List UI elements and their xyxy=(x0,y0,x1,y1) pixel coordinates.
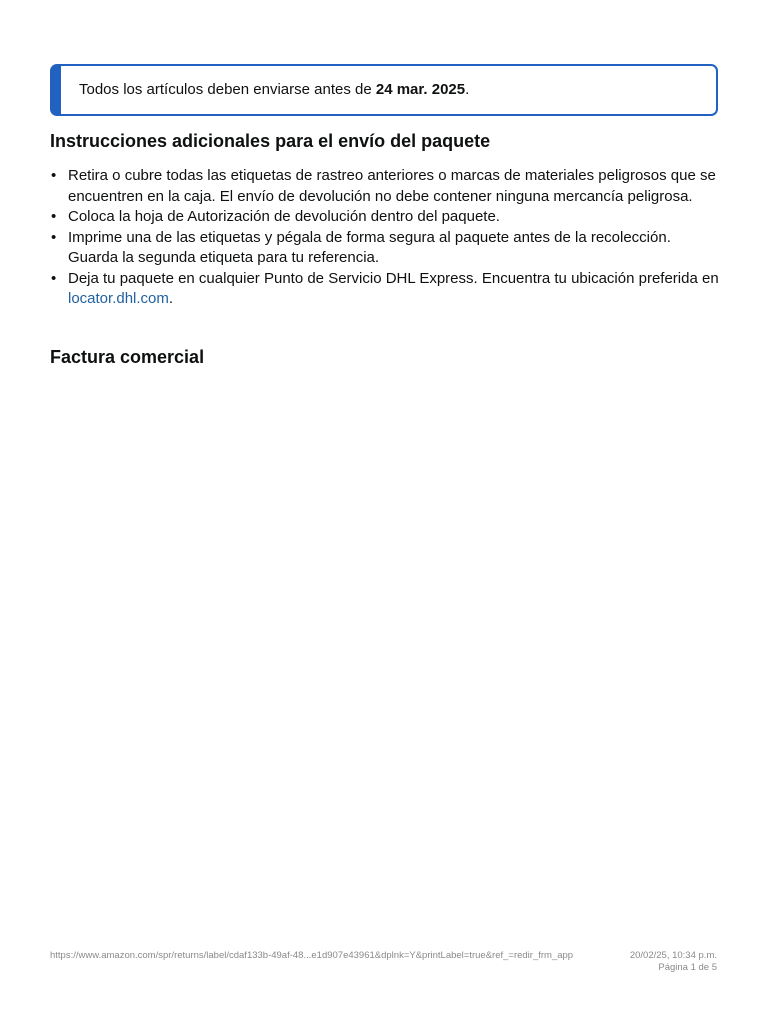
page-number: Página 1 de 5 xyxy=(658,962,717,973)
dhl-locator-link[interactable]: locator.dhl.com xyxy=(68,290,169,307)
bullet-icon: • xyxy=(51,269,57,287)
print-datetime: 20/02/25, 10:34 p.m. xyxy=(629,950,717,961)
footer-url: https://www.amazon.com/spr/returns/label/cdaf133b-49af-48...e1d907e43961&dplnk=Y&printLabel=true&ref_=redir_frm_app xyxy=(50,950,574,961)
commercial-invoice-heading: Factura comercial xyxy=(50,347,205,367)
bullet-icon: • xyxy=(51,228,57,246)
list-item: • Coloca la hoja de Autorización de devolución dentro del paquete. xyxy=(50,207,720,228)
bullet-icon: • xyxy=(51,208,57,225)
alert-text: Todos los artículos deben enviarse antes de 24 mar. 2025. xyxy=(79,81,470,98)
instructions-heading: Instrucciones adicionales para el envío del paquete xyxy=(50,131,491,151)
ship-by-alert xyxy=(50,64,718,116)
ship-by-date: 24 mar. 2025 xyxy=(375,81,466,98)
footer-meta xyxy=(630,950,717,974)
instructions-list xyxy=(50,166,720,310)
list-item: • Deja tu paquete en cualquier Punto de Servicio DHL Express. Encuentra tu ubicación preferida en locator.dhl.com. xyxy=(51,269,719,307)
list-item: • Retira o cubre todas las etiquetas de rastreo anteriores o marcas de materiales peligrosos que se encuentren en la caja. El envío de devolución no debe contener ninguna mercancía peligrosa. xyxy=(51,167,716,205)
list-item: • Imprime una de las etiquetas y pégala de forma segura al paquete antes de la recolección. Guarda la segunda etiqueta para tu referencia. xyxy=(51,228,671,266)
bullet-icon: • xyxy=(51,167,57,184)
